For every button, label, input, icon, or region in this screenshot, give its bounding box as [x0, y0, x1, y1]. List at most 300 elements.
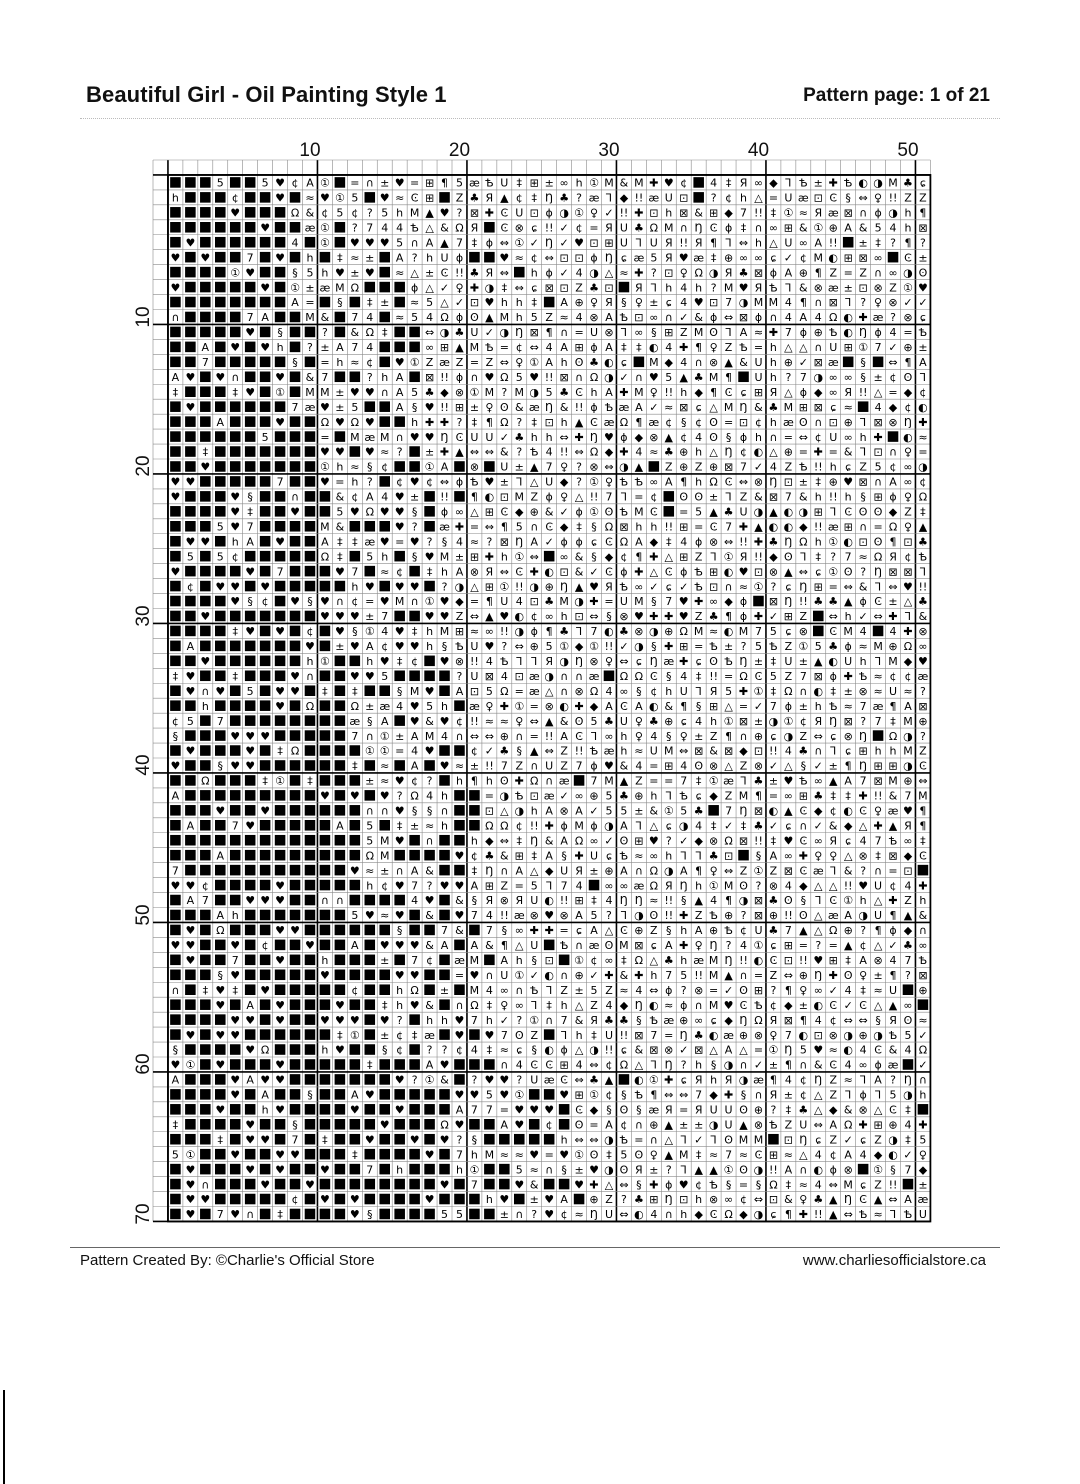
svg-text:≈: ≈: [873, 1208, 883, 1222]
svg-text:?: ?: [890, 1073, 896, 1087]
svg-text:U: U: [530, 1073, 539, 1087]
svg-text:M: M: [664, 221, 674, 235]
svg-text:¢: ¢: [351, 983, 359, 997]
svg-text:Ꞁ: Ꞁ: [875, 655, 882, 669]
svg-text:Ͼ: Ͼ: [575, 729, 583, 743]
svg-text:7: 7: [904, 1163, 912, 1177]
svg-text:⊗: ⊗: [709, 535, 719, 549]
svg-text:⊞: ⊞: [843, 520, 853, 534]
svg-text:h: h: [500, 296, 508, 310]
svg-text:♥: ♥: [484, 1028, 495, 1042]
svg-text:ʘ: ʘ: [679, 490, 689, 504]
svg-text:A: A: [904, 699, 912, 713]
svg-text:Я: Я: [664, 1103, 673, 1117]
svg-text:æ: æ: [603, 415, 615, 429]
svg-text:¶: ¶: [904, 356, 912, 370]
svg-text:=: =: [888, 864, 898, 878]
svg-text:Ѣ: Ѣ: [709, 1178, 718, 1192]
svg-text:4: 4: [515, 595, 523, 609]
svg-text:æ: æ: [603, 744, 615, 758]
svg-text:7: 7: [351, 729, 359, 743]
svg-text:A: A: [560, 834, 568, 848]
svg-text:æ: æ: [693, 251, 705, 265]
svg-text:⊡: ⊡: [753, 565, 764, 579]
svg-text:U: U: [888, 684, 898, 698]
svg-text:ɕ: ɕ: [785, 819, 792, 833]
svg-text:U: U: [724, 1118, 733, 1132]
svg-text:♥: ♥: [364, 1088, 375, 1102]
svg-text:◆: ◆: [903, 655, 913, 669]
svg-text:♥: ♥: [245, 1163, 256, 1177]
svg-text:7: 7: [545, 460, 553, 474]
svg-text:A: A: [216, 909, 225, 923]
svg-text:①: ①: [559, 640, 570, 654]
svg-text:◑: ◑: [604, 1163, 614, 1177]
svg-text:=: =: [544, 1148, 554, 1162]
svg-text:5: 5: [515, 1163, 523, 1177]
svg-text:±: ±: [843, 684, 853, 698]
svg-text:ʘ: ʘ: [843, 968, 853, 982]
svg-text:♥: ♥: [260, 281, 271, 295]
svg-text:△: △: [470, 580, 479, 594]
svg-text:✓: ✓: [604, 206, 614, 220]
svg-text:§: §: [860, 356, 866, 370]
svg-text:U: U: [515, 206, 524, 220]
svg-text:A: A: [829, 1118, 837, 1132]
svg-text:!!: !!: [783, 909, 793, 923]
svg-text:4: 4: [545, 445, 553, 459]
svg-text:=: =: [783, 430, 793, 444]
svg-text:Ŋ: Ŋ: [799, 1133, 808, 1147]
svg-text:Ŋ: Ŋ: [664, 1193, 673, 1207]
svg-text:♣: ♣: [917, 595, 928, 609]
svg-text:Z: Z: [605, 983, 613, 997]
svg-text:M: M: [439, 550, 450, 564]
svg-text:①: ①: [589, 640, 599, 654]
svg-text:Ꞁ: Ꞁ: [561, 1028, 568, 1042]
svg-text:!!: !!: [754, 206, 763, 220]
svg-text:♥: ♥: [185, 1028, 196, 1042]
svg-text:ʘ: ʘ: [604, 505, 614, 519]
svg-text:♣: ♣: [589, 281, 599, 295]
svg-text:M: M: [484, 385, 495, 399]
svg-text:①: ①: [319, 176, 330, 190]
svg-text:⇔: ⇔: [798, 430, 808, 444]
svg-text:4: 4: [859, 1043, 867, 1057]
svg-text:∞: ∞: [514, 998, 524, 1012]
svg-text:±: ±: [469, 759, 480, 773]
svg-text:♥: ♥: [230, 939, 241, 953]
svg-text:◐: ◐: [813, 998, 824, 1012]
svg-text:¶: ¶: [635, 415, 643, 429]
svg-text:ɸ: ɸ: [455, 475, 464, 489]
svg-text:h: h: [426, 625, 434, 639]
svg-text:‡: ‡: [232, 983, 238, 997]
svg-text:¢: ¢: [396, 1043, 404, 1057]
svg-text:≈: ≈: [469, 625, 480, 639]
svg-text:ɸ: ɸ: [665, 983, 673, 997]
svg-text:♥: ♥: [215, 580, 226, 594]
svg-text:✚: ✚: [649, 176, 659, 190]
svg-text:&: &: [485, 939, 494, 953]
svg-text:ɕ: ɕ: [650, 939, 657, 953]
svg-text:⊠: ⊠: [918, 221, 928, 235]
svg-text:⊕: ⊕: [918, 983, 928, 997]
svg-text:ʘ: ʘ: [514, 1028, 524, 1042]
svg-text:æ: æ: [917, 669, 929, 683]
svg-text:◑: ◑: [484, 281, 495, 295]
svg-text:=: =: [843, 266, 853, 280]
svg-text:=: =: [484, 789, 494, 803]
svg-text:◆: ◆: [769, 176, 778, 190]
svg-text:ʘ: ʘ: [709, 430, 718, 444]
svg-text:▲: ▲: [754, 520, 763, 534]
svg-text:◐: ◐: [843, 535, 853, 549]
svg-text:&: &: [888, 789, 898, 803]
svg-text:4: 4: [859, 625, 867, 639]
svg-text:Ŋ: Ŋ: [829, 714, 838, 728]
svg-text:Я: Я: [605, 296, 613, 310]
svg-text:♥: ♥: [230, 1013, 241, 1027]
svg-text:◆: ◆: [724, 595, 733, 609]
svg-text:¢: ¢: [919, 385, 927, 399]
svg-text:&: &: [813, 1058, 823, 1072]
svg-text:ɕ: ɕ: [516, 1043, 523, 1057]
svg-text:A: A: [171, 1073, 180, 1087]
svg-text:§: §: [636, 1103, 642, 1117]
svg-text:¢: ¢: [754, 415, 762, 429]
svg-text:A: A: [605, 699, 613, 713]
svg-text:±: ±: [783, 1088, 793, 1102]
svg-text:‡: ‡: [471, 864, 478, 878]
svg-text:±: ±: [918, 1178, 928, 1192]
svg-text:±: ±: [798, 655, 808, 669]
svg-text:Ω: Ω: [649, 864, 659, 878]
svg-text:⇔: ⇔: [813, 729, 823, 743]
svg-text:Ω: Ω: [455, 221, 464, 235]
svg-text:∩: ∩: [560, 968, 569, 982]
svg-text:7: 7: [500, 759, 508, 773]
svg-text:⊠: ⊠: [783, 864, 793, 878]
svg-text:♣: ♣: [424, 385, 435, 399]
svg-text:5: 5: [530, 311, 538, 325]
svg-text:‡: ‡: [307, 774, 313, 788]
svg-text:h: h: [515, 311, 523, 325]
svg-text:⊗: ⊗: [544, 699, 554, 713]
svg-text:5: 5: [216, 176, 224, 190]
svg-text:¶: ¶: [470, 774, 478, 788]
svg-text:‡: ‡: [830, 684, 836, 698]
svg-text:?: ?: [396, 789, 403, 803]
svg-text:✓: ✓: [589, 968, 599, 982]
svg-text:◑: ◑: [738, 1073, 749, 1087]
svg-text:¶: ¶: [784, 1058, 792, 1072]
svg-text:⊕: ⊕: [529, 640, 539, 654]
svg-text:♥: ♥: [275, 1163, 286, 1177]
svg-text:?: ?: [366, 475, 373, 489]
footer-website-link[interactable]: www.charliesofficialstore.ca: [802, 1252, 986, 1269]
svg-text:⊠: ⊠: [903, 565, 913, 579]
svg-text:?: ?: [650, 266, 657, 280]
svg-text:♥: ♥: [275, 954, 286, 968]
svg-text:⊡: ⊡: [469, 684, 480, 698]
svg-text:♥: ♥: [484, 296, 495, 310]
svg-text:Ѣ: Ѣ: [799, 460, 808, 474]
svg-text:✓: ✓: [559, 236, 569, 250]
svg-text:◆: ◆: [903, 385, 913, 399]
svg-text:⇔: ⇔: [664, 1088, 674, 1102]
svg-text:✓: ✓: [888, 341, 898, 355]
svg-text:U: U: [649, 744, 658, 758]
svg-text:ʘ: ʘ: [798, 909, 808, 923]
svg-text:±: ±: [380, 954, 390, 968]
svg-text:∞: ∞: [903, 460, 913, 474]
svg-text:△: △: [500, 804, 509, 818]
svg-text:⊞: ⊞: [873, 490, 883, 504]
svg-text:5: 5: [530, 879, 538, 893]
svg-text:∩: ∩: [575, 370, 584, 384]
svg-text:⊞: ⊞: [484, 580, 494, 594]
svg-text:±: ±: [798, 998, 808, 1012]
svg-text:♣: ♣: [544, 595, 555, 609]
svg-text:=: =: [828, 580, 838, 594]
svg-text:△: △: [440, 296, 449, 310]
svg-text:♀: ♀: [560, 460, 569, 474]
svg-text:✚: ✚: [918, 879, 928, 893]
svg-text:h: h: [650, 520, 658, 534]
svg-text:U: U: [888, 983, 898, 997]
svg-text:&: &: [455, 924, 464, 938]
svg-text:¶: ¶: [919, 819, 927, 833]
svg-text:∞: ∞: [903, 834, 913, 848]
svg-text:A: A: [171, 789, 180, 803]
svg-text:⊠: ⊠: [738, 311, 749, 325]
svg-text:①: ①: [275, 774, 286, 788]
svg-text:Я: Я: [575, 864, 583, 878]
svg-text:Ω: Ω: [634, 954, 644, 968]
svg-text:◑: ◑: [678, 819, 689, 833]
page-indicator: Pattern page: 1 of 21: [803, 85, 990, 106]
svg-text:⇔: ⇔: [529, 714, 539, 728]
svg-text:Ω: Ω: [679, 625, 688, 639]
svg-text:5: 5: [680, 804, 688, 818]
svg-text:∩: ∩: [395, 864, 404, 878]
svg-text:h: h: [396, 998, 404, 1012]
svg-text:h: h: [844, 490, 852, 504]
svg-text:5: 5: [814, 640, 822, 654]
svg-text:∩: ∩: [246, 1208, 255, 1222]
svg-text:4: 4: [396, 699, 404, 713]
svg-text:M: M: [843, 625, 853, 639]
svg-text:h: h: [814, 699, 822, 713]
svg-text:‡: ‡: [710, 251, 717, 265]
svg-text:◆: ◆: [649, 535, 659, 549]
svg-text:‡: ‡: [740, 819, 747, 833]
svg-text:∩: ∩: [874, 864, 883, 878]
svg-text:Ŋ: Ŋ: [859, 326, 868, 340]
svg-text:Ŋ: Ŋ: [724, 445, 733, 459]
svg-text:4: 4: [635, 759, 643, 773]
svg-text:U: U: [844, 655, 853, 669]
svg-text:¢: ¢: [695, 415, 703, 429]
svg-text:∩: ∩: [814, 341, 823, 355]
svg-text:▲: ▲: [873, 1193, 883, 1207]
svg-text:Ͼ: Ͼ: [859, 1193, 867, 1207]
svg-text:¢: ¢: [590, 954, 598, 968]
svg-text:≈: ≈: [843, 1073, 853, 1087]
svg-text:7: 7: [366, 1163, 374, 1177]
svg-text:!!: !!: [754, 834, 763, 848]
svg-text:♀: ♀: [589, 206, 599, 220]
svg-text:ɸ: ɸ: [799, 326, 807, 340]
svg-text:5: 5: [261, 430, 269, 444]
svg-text:≈: ≈: [858, 550, 868, 564]
svg-text:◆: ◆: [903, 849, 913, 863]
svg-text:&: &: [754, 490, 763, 504]
svg-text:Ω: Ω: [320, 550, 330, 564]
svg-text:§: §: [651, 640, 657, 654]
svg-text:≈: ≈: [918, 1013, 928, 1027]
svg-text:Ꞁ: Ꞁ: [860, 415, 867, 429]
svg-text:æ: æ: [648, 191, 660, 205]
svg-text:=: =: [679, 1103, 689, 1117]
svg-text:4: 4: [426, 789, 434, 803]
svg-text:♥: ♥: [334, 565, 345, 579]
svg-text:¢: ¢: [396, 475, 404, 489]
svg-text:Ѣ: Ѣ: [858, 669, 868, 683]
svg-text:Ŋ: Ŋ: [724, 954, 733, 968]
svg-text:◑: ◑: [649, 625, 659, 639]
svg-text:⇔: ⇔: [813, 1118, 823, 1132]
svg-text:4: 4: [814, 1148, 822, 1162]
svg-text:♥: ♥: [260, 1133, 271, 1147]
svg-text:♥: ♥: [275, 176, 286, 190]
svg-text:◆: ◆: [634, 430, 644, 444]
svg-text:▲: ▲: [664, 430, 674, 444]
svg-text:?: ?: [576, 191, 582, 205]
svg-text:5: 5: [336, 505, 344, 519]
svg-text:ɕ: ɕ: [620, 356, 627, 370]
svg-text:5: 5: [515, 370, 523, 384]
svg-text:∩: ∩: [575, 669, 584, 683]
svg-text:Ω: Ω: [829, 311, 838, 325]
svg-text:Ω: Ω: [500, 415, 509, 429]
svg-text:Я: Я: [694, 1073, 703, 1087]
svg-text:§: §: [651, 595, 657, 609]
svg-text:∩: ∩: [874, 266, 883, 280]
svg-text:U: U: [784, 655, 793, 669]
svg-text:◐: ◐: [828, 251, 839, 265]
svg-text:§: §: [381, 1043, 388, 1057]
svg-text:‡: ‡: [426, 565, 433, 579]
svg-text:✓: ✓: [753, 460, 764, 474]
svg-text:▲: ▲: [574, 415, 584, 429]
svg-text:Ͼ: Ͼ: [620, 699, 628, 713]
svg-text:⊕: ⊕: [709, 924, 719, 938]
svg-text:±: ±: [858, 236, 868, 250]
svg-text:5: 5: [381, 669, 389, 683]
svg-text:✚: ✚: [664, 640, 674, 654]
svg-text:◑: ◑: [634, 640, 644, 654]
svg-text:‡: ‡: [636, 341, 642, 355]
svg-text:▲: ▲: [828, 1208, 838, 1222]
svg-text:7: 7: [216, 1208, 224, 1222]
svg-text:✚: ✚: [679, 909, 689, 923]
svg-text:♥: ♥: [260, 894, 271, 908]
svg-text:h: h: [366, 879, 374, 893]
svg-text:⊞: ⊞: [768, 1148, 779, 1162]
svg-text:æ: æ: [917, 1193, 929, 1207]
svg-text:¶: ¶: [695, 864, 703, 878]
svg-text:∩: ∩: [530, 520, 539, 534]
svg-text:M: M: [753, 296, 764, 310]
svg-text:♥: ♥: [409, 535, 420, 549]
svg-text:Ω: Ω: [350, 699, 360, 713]
svg-text:h: h: [396, 1163, 404, 1177]
svg-text:①: ①: [783, 206, 794, 220]
svg-text:◑: ◑: [559, 655, 569, 669]
svg-text:✚: ✚: [768, 326, 779, 340]
svg-text:◑: ◑: [499, 789, 510, 803]
svg-text:?: ?: [441, 580, 448, 594]
svg-text:⊗: ⊗: [918, 625, 928, 639]
svg-text:⊞: ⊞: [559, 1058, 569, 1072]
svg-text:ɕ: ɕ: [531, 221, 538, 235]
svg-text:Ͼ: Ͼ: [799, 804, 808, 818]
svg-text:♥: ♥: [454, 1028, 465, 1042]
svg-text:‡: ‡: [172, 669, 179, 683]
svg-text:≈: ≈: [858, 640, 868, 654]
svg-text:ʘ: ʘ: [634, 1148, 644, 1162]
svg-text:æ: æ: [887, 1058, 899, 1072]
svg-text:5: 5: [366, 550, 374, 564]
svg-text:◑: ◑: [858, 909, 868, 923]
svg-text:♀: ♀: [634, 296, 643, 310]
svg-text:Ѣ: Ѣ: [739, 341, 748, 355]
svg-text:h: h: [201, 699, 209, 713]
svg-text:♣: ♣: [813, 1193, 824, 1207]
svg-text:Ͼ: Ͼ: [724, 385, 733, 399]
svg-text:≈: ≈: [514, 1148, 524, 1162]
svg-text:♥: ♥: [245, 894, 256, 908]
svg-text:⇔: ⇔: [619, 1178, 629, 1192]
svg-text:◆: ◆: [604, 445, 614, 459]
svg-text:♥: ♥: [230, 1208, 241, 1222]
svg-text:?: ?: [411, 520, 418, 534]
svg-text:Ω: Ω: [440, 311, 449, 325]
svg-text:ɕ: ɕ: [710, 1013, 717, 1027]
svg-text:Ω: Ω: [649, 879, 659, 893]
svg-text:§: §: [890, 1163, 896, 1177]
svg-text:h: h: [426, 1013, 434, 1027]
svg-text:§: §: [561, 1163, 567, 1177]
svg-text:Ͼ: Ͼ: [575, 385, 583, 399]
svg-text:Ꞁ: Ꞁ: [919, 565, 926, 579]
svg-text:§: §: [666, 669, 672, 683]
svg-text:4: 4: [680, 759, 688, 773]
svg-text:⊗: ⊗: [454, 385, 465, 399]
svg-text:◐: ◐: [918, 400, 928, 414]
svg-text:Ͼ: Ͼ: [874, 1043, 882, 1057]
svg-text:◐: ◐: [544, 1043, 554, 1057]
svg-text:5: 5: [620, 804, 628, 818]
svg-text:7: 7: [590, 625, 598, 639]
svg-text:①: ①: [843, 894, 854, 908]
svg-text:⇔: ⇔: [499, 565, 509, 579]
svg-text:¢: ¢: [470, 744, 478, 758]
svg-text:¢: ¢: [171, 714, 179, 728]
svg-text:¢: ¢: [455, 1043, 463, 1057]
